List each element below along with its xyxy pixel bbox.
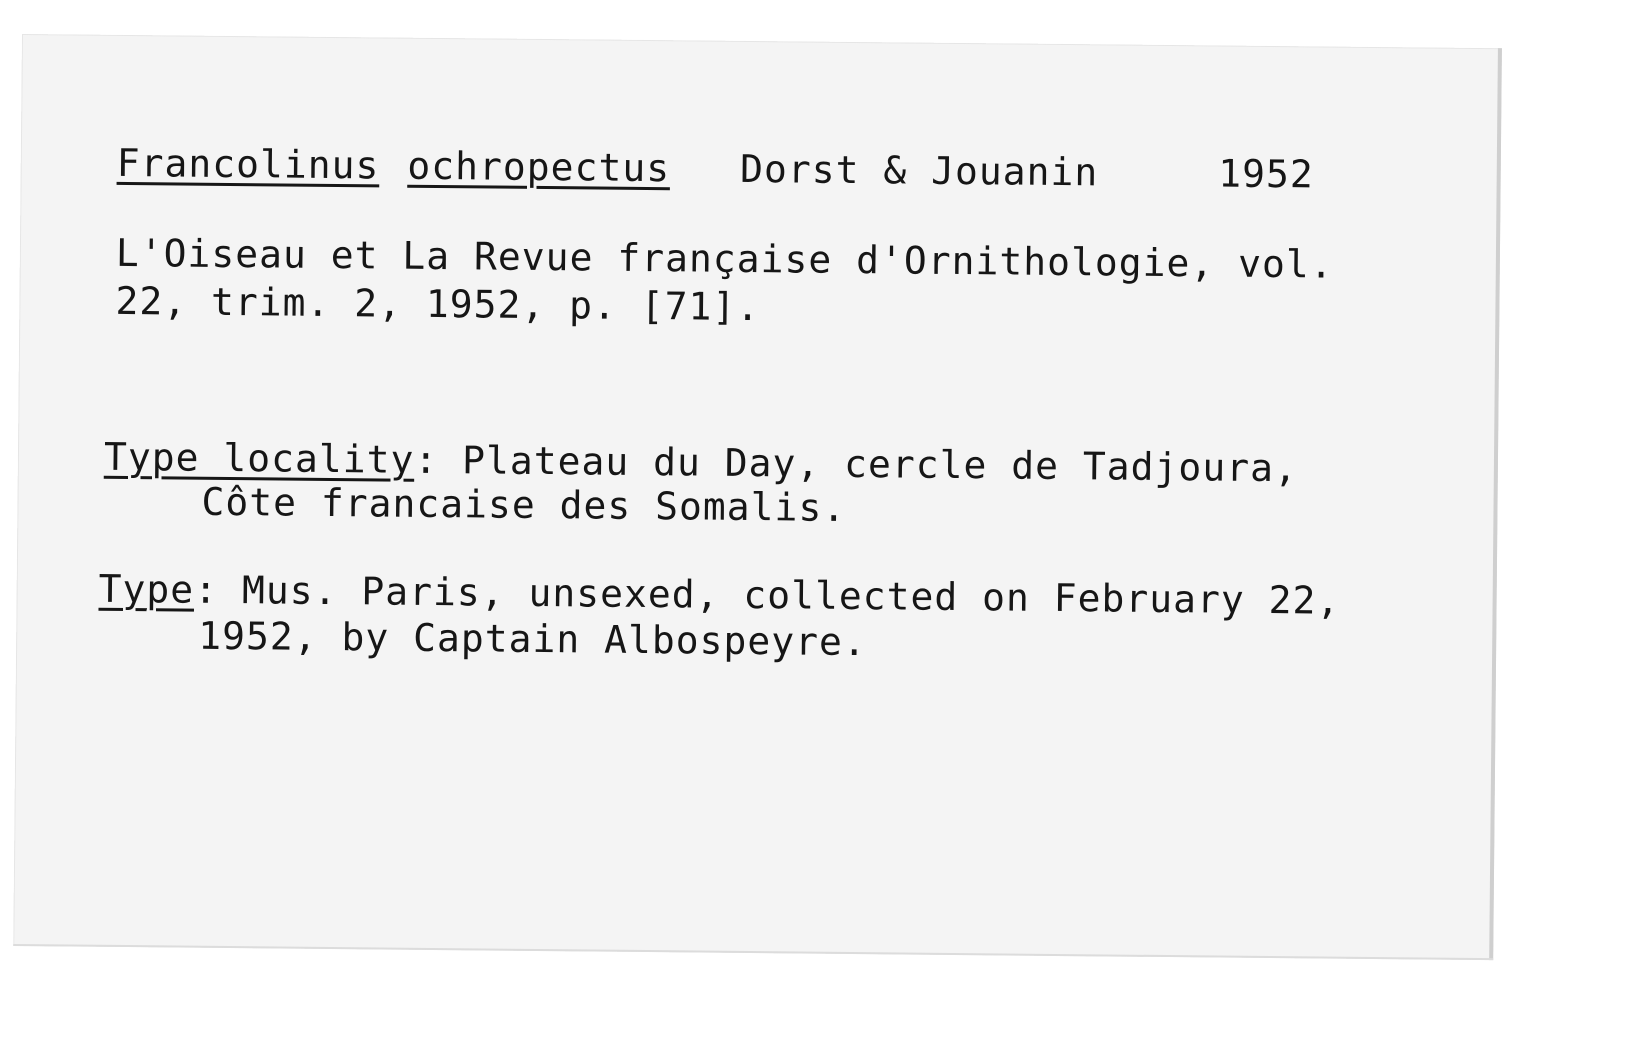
type-locality-line-2: Côte francaise des Somalis. bbox=[201, 479, 847, 530]
citation-line-1: L'Oiseau et La Revue française d'Ornithologie, vol. bbox=[115, 230, 1334, 287]
taxon-authors: Dorst & Jouanin bbox=[739, 146, 1099, 195]
genus-name: Francolinus bbox=[116, 140, 380, 188]
card-edge-bottom bbox=[13, 944, 1493, 960]
type-specimen-line-2: 1952, by Captain Albospeyre. bbox=[198, 613, 868, 665]
card-edge-right bbox=[1489, 48, 1502, 960]
type-locality-separator: : bbox=[414, 437, 439, 483]
index-card bbox=[13, 34, 1502, 960]
taxon-year: 1952 bbox=[1218, 151, 1314, 197]
taxon-heading bbox=[117, 141, 1314, 196]
type-locality-text-1: Plateau du Day, cercle de Tadjoura, bbox=[461, 438, 1299, 491]
type-specimen-text-1: Mus. Paris, unsexed, collected on February 22, bbox=[241, 568, 1341, 623]
species-name: ochropectus bbox=[407, 143, 671, 191]
type-locality-label: Type locality bbox=[103, 434, 415, 482]
type-separator: : bbox=[193, 567, 219, 612]
type-label: Type bbox=[98, 566, 195, 612]
citation-line-2: 22, trim. 2, 1952, p. [71]. bbox=[115, 278, 761, 330]
